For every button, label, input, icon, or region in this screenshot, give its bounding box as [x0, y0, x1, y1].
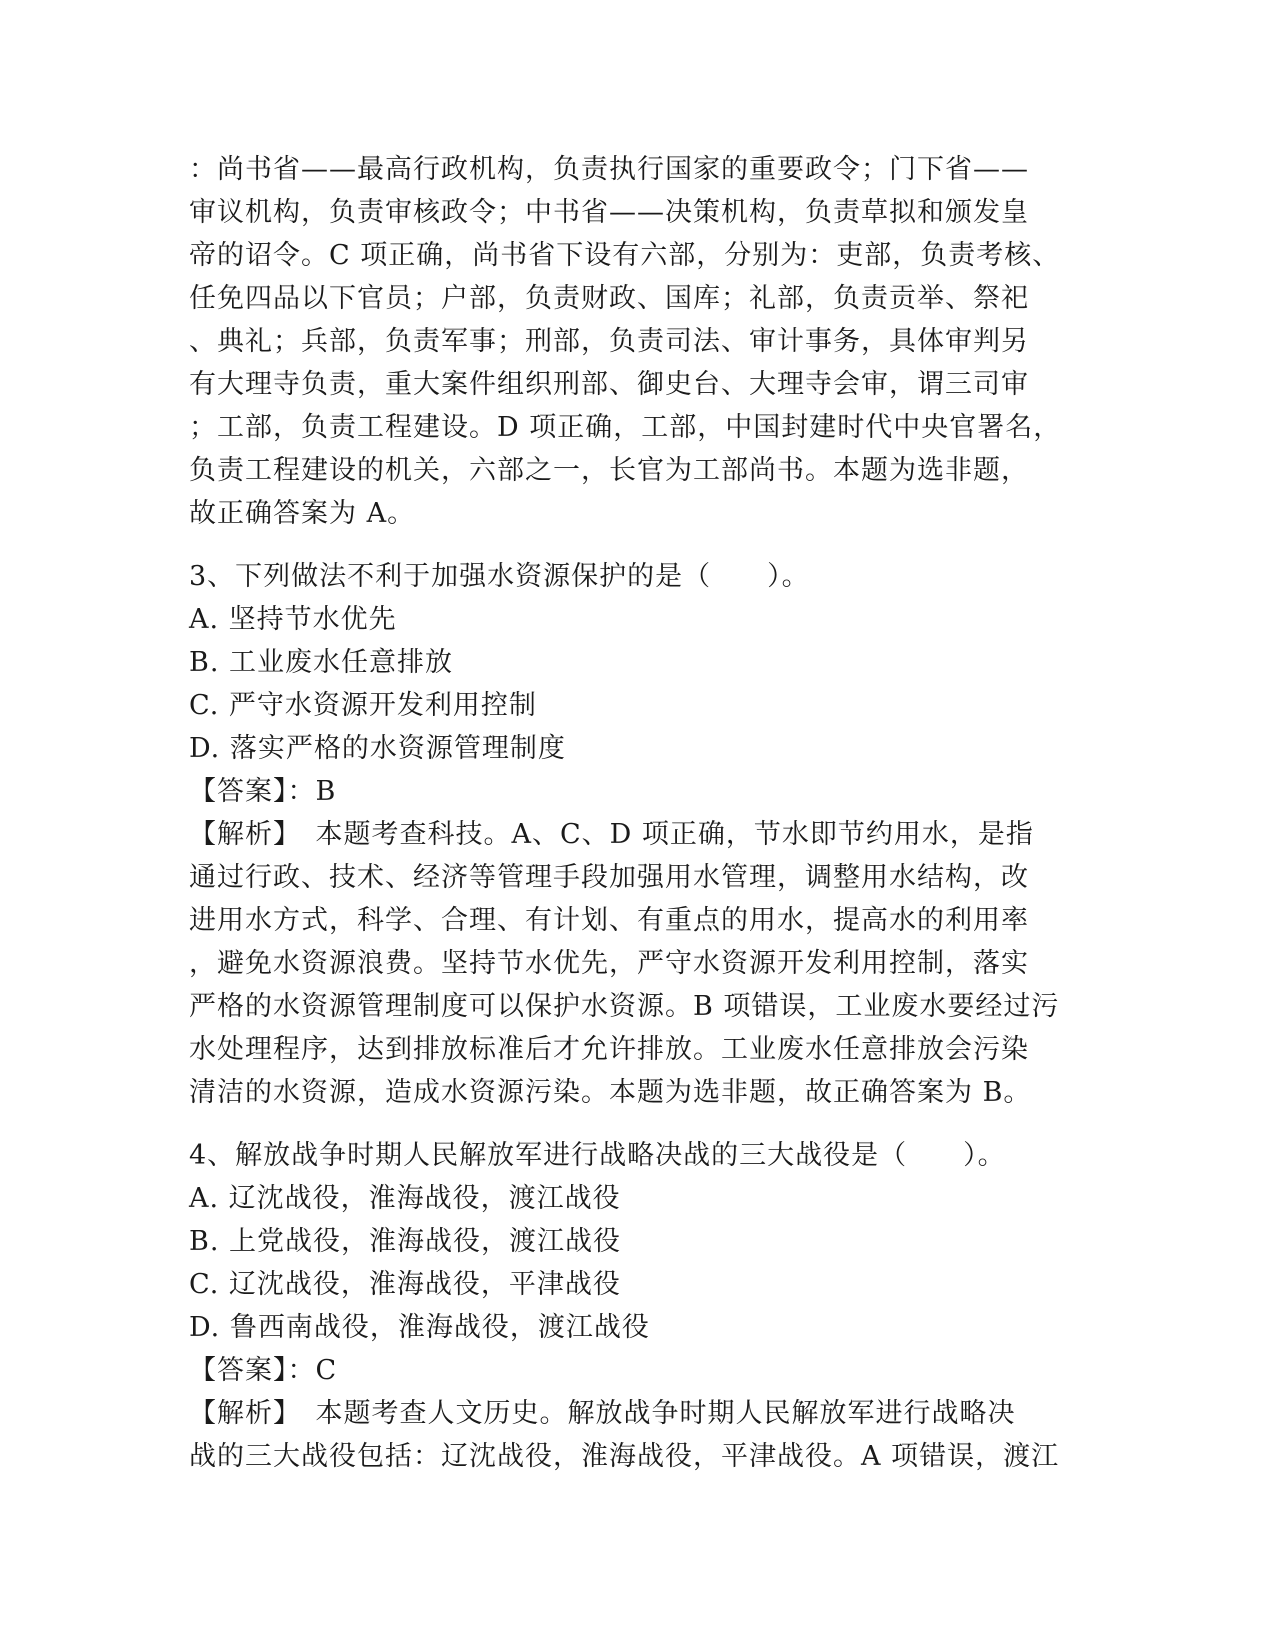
explanation-line: 【解析】 本题考查人文历史。解放战争时期人民解放军进行战略决 [189, 1398, 1016, 1429]
explanation-line: 清洁的水资源，造成水资源污染。本题为选非题，故正确答案为 B。 [189, 1077, 1032, 1108]
answer-line: 【答案】：B [189, 776, 337, 807]
answer-line: 【答案】：C [189, 1355, 338, 1386]
option-a: A. 坚持节水优先 [189, 604, 397, 635]
option-c: C. 严守水资源开发利用控制 [189, 690, 537, 721]
option-d: D. 鲁西南战役，淮海战役，渡江战役 [189, 1312, 650, 1343]
text-line: 帝的诏令。C 项正确，尚书省下设有六部，分别为：吏部，负责考核、 [189, 240, 1061, 271]
text-line: ；工部，负责工程建设。D 项正确，工部，中国封建时代中央官署名， [189, 412, 1062, 443]
explanation-line: 严格的水资源管理制度可以保护水资源。B 项错误，工业废水要经过污 [189, 991, 1060, 1022]
option-b: B. 上党战役，淮海战役，渡江战役 [189, 1226, 622, 1257]
option-b: B. 工业废水任意排放 [189, 647, 454, 678]
question-4 [189, 1134, 1089, 1478]
explanation-line: ，避免水资源浪费。坚持节水优先，严守水资源开发利用控制，落实 [189, 948, 1029, 979]
text-line: 、典礼；兵部，负责军事；刑部，负责司法、审计事务，具体审判另 [189, 326, 1029, 357]
option-a: A. 辽沈战役，淮海战役，渡江战役 [189, 1183, 621, 1214]
explanation-line: 【解析】 本题考查科技。A、C、D 项正确，节水即节约用水，是指 [189, 819, 1034, 850]
option-c: C. 辽沈战役，淮海战役，平津战役 [189, 1269, 621, 1300]
previous-explanation-continuation [189, 148, 1089, 535]
text-line: 故正确答案为 A。 [189, 498, 416, 529]
question-stem: 3、下列做法不利于加强水资源保护的是（ ）。 [189, 561, 810, 592]
text-line: ：尚书省——最高行政机构，负责执行国家的重要政令；门下省—— [189, 154, 1029, 185]
question-3 [189, 555, 1089, 1114]
page-content [189, 148, 1089, 1478]
section-gap [189, 1114, 1089, 1134]
explanation-line: 战的三大战役包括：辽沈战役，淮海战役，平津战役。A 项错误，渡江 [189, 1441, 1060, 1472]
text-line: 任免四品以下官员；户部，负责财政、国库；礼部，负责贡举、祭祀 [189, 283, 1029, 314]
text-line: 审议机构，负责审核政令；中书省——决策机构，负责草拟和颁发皇 [189, 197, 1029, 228]
question-stem: 4、解放战争时期人民解放军进行战略决战的三大战役是（ ）。 [189, 1140, 1006, 1171]
explanation-line: 通过行政、技术、经济等管理手段加强用水管理，调整用水结构，改 [189, 862, 1029, 893]
option-d: D. 落实严格的水资源管理制度 [189, 733, 566, 764]
text-line: 有大理寺负责，重大案件组织刑部、御史台、大理寺会审，谓三司审 [189, 369, 1029, 400]
explanation-line: 进用水方式，科学、合理、有计划、有重点的用水，提高水的利用率 [189, 905, 1029, 936]
explanation-line: 水处理程序，达到排放标准后才允许排放。工业废水任意排放会污染 [189, 1034, 1029, 1065]
section-gap [189, 535, 1089, 555]
text-line: 负责工程建设的机关，六部之一，长官为工部尚书。本题为选非题， [189, 455, 1029, 486]
